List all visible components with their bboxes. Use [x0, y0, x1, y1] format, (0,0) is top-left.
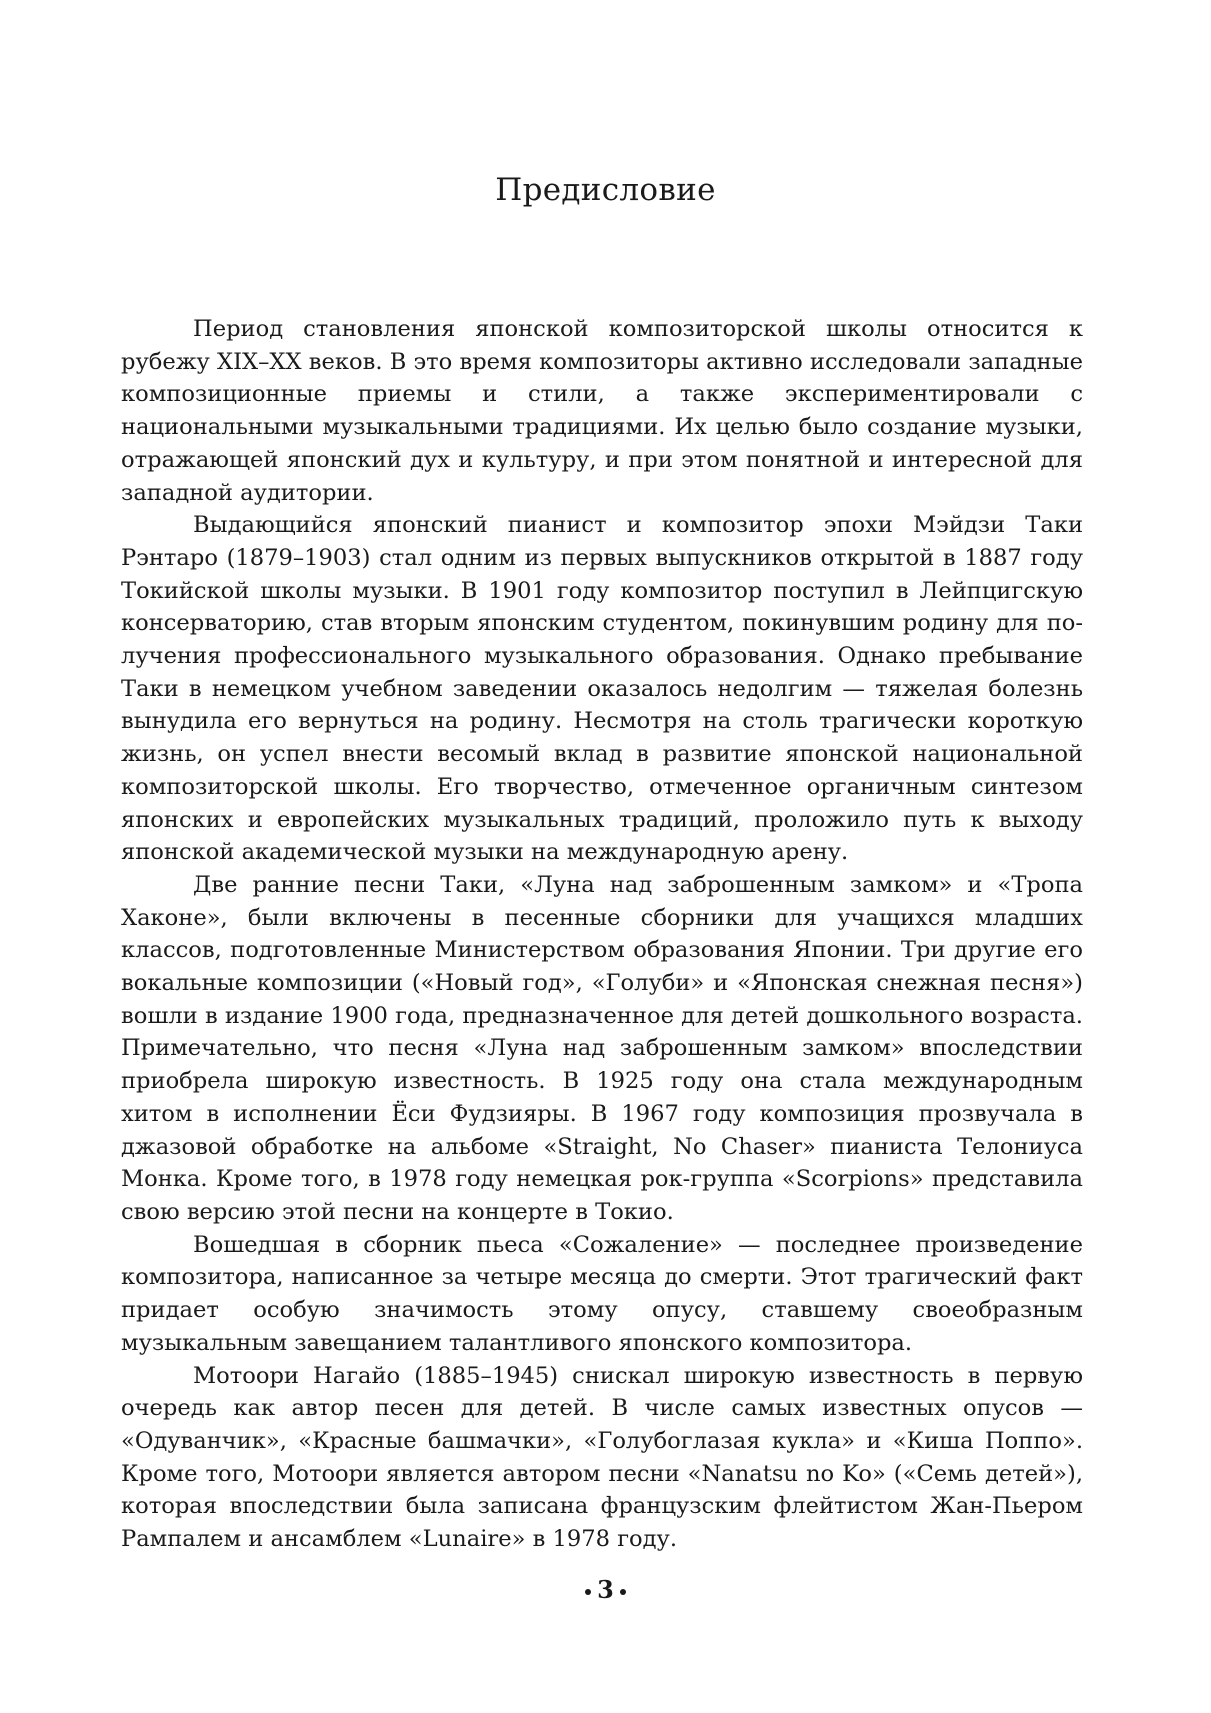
bullet-left-icon — [585, 1589, 591, 1595]
page-title: Предисловие — [495, 172, 716, 208]
bullet-right-icon — [620, 1589, 626, 1595]
body-text — [121, 313, 1083, 1556]
paragraph-1: Период становления японской композиторской школы относится к рубежу XIX–XX веков. В это время композиторы активно исследовали западные композиционные приемы и стили, а также экспериментировали с национальными музыкальными традициями. Их целью было создание музыки, отражающей японский дух и культуру, и при этом понятной и интересной для западной аудитории. — [121, 316, 1083, 506]
paragraph-3: Две ранние песни Таки, «Луна над заброшенным замком» и «Тропа Хаконе», были включены в песенные сборники для учащихся младших классов, подготовленные Министерством образования Японии. Три другие его вокальные композиции («Новый год», «Голуби» и «Японская снежная песня») вошли в издание 1900 года, предназначенное для детей дошкольного возраста. Примечательно, что песня «Луна над заброшенным замком» впоследствии приобрела широкую известность. В 1925 году она стала международным хитом в исполнении Ёси Фудзияры. В 1967 году композиция прозвучала в джазовой обработке на альбоме «Straight, No Chaser» пианиста Телониуса Монка. Кроме того, в 1978 году немецкая рок-группа «Scorpions» представила свою версию этой песни на концерте в Токио. — [121, 871, 1083, 1225]
paragraph-2: Выдающийся японский пианист и композитор эпохи Мэйдзи Таки Рэнтаро (1879–1903) стал одним из первых выпускников открытой в 1887 году Токийской школы музыки. В 1901 году композитор поступил в Лейпцигскую консерваторию, став вторым японским студентом, покинувшим родину для получения профессионального музыкального образования. Однако пребывание Таки в немецком учебном заведении оказалось недолгим — тяжелая болезнь вынудила его вернуться на родину. Несмотря на столь трагически короткую жизнь, он успел внести весомый вклад в развитие японской национальной композиторской школы. Его творчество, отмеченное органичным синтезом японских и европейских музыкальных традиций, проложило путь к выходу японской академической музыки на международную арену. — [121, 512, 1083, 866]
paragraph-5: Мотоори Нагайо (1885–1945) снискал широкую известность в первую очередь как автор песен для детей. В числе самых известных опусов — «Одуванчик», «Красные башмачки», «Голубоглазая кукла» и «Киша Поппо». Кроме того, Мотоори является автором песни «Nanatsu no Ko» («Семь детей»), которая впоследствии была записана французским флейтистом Жан-Пьером Рампалем и ансамблем «Lunaire» в 1978 году. — [121, 1362, 1083, 1553]
page-number-footer — [0, 1575, 1211, 1604]
paragraph-4: Вошедшая в сборник пьеса «Сожаление» — последнее произведение композитора, написанное за четыре месяца до смерти. Этот трагический факт придает особую значимость этому опусу, ставшему своеобразным музыкальным завещанием талантливого японского композитора. — [121, 1231, 1083, 1356]
page-number: 3 — [597, 1575, 614, 1604]
